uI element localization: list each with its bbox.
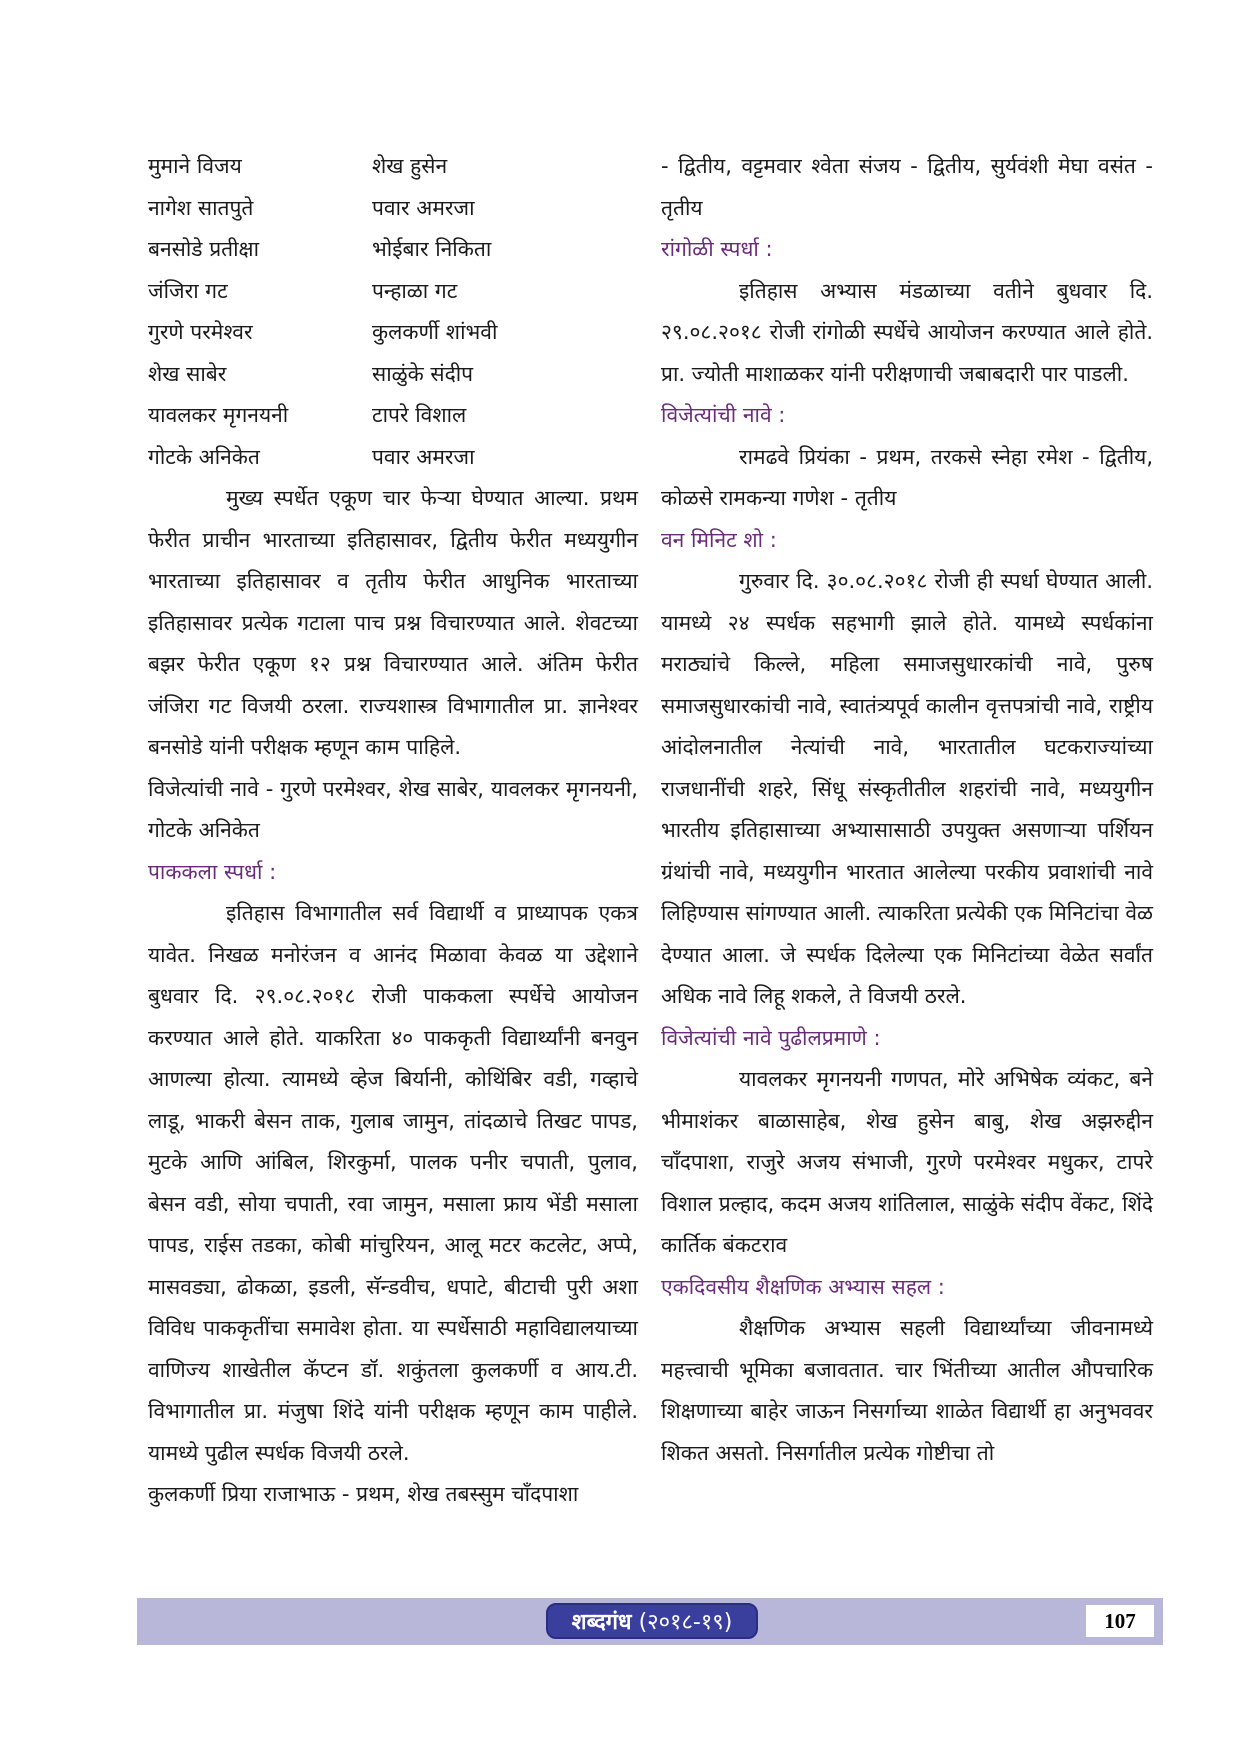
name-row	[148, 146, 638, 188]
paragraph-rangoli-competition: इतिहास अभ्यास मंडळाच्या वतीने बुधवार दि. २९.०८.२०१८ रोजी रांगोळी स्पर्धेचे आयोजन करण्यात आले होते. प्रा. ज्योती माशाळकर यांनी परीक्षणाची जबाबदारी पार पाडली.	[661, 278, 1153, 386]
journal-name: शब्दगंध	[571, 1610, 632, 1635]
heading-rangoli-winners: विजेत्यांची नावे :	[661, 403, 786, 427]
heading-one-minute-show: वन मिनिट शो :	[661, 527, 777, 552]
name-cell-right: साळुंके संदीप	[372, 361, 474, 386]
heading-one-minute-winners: विजेत्यांची नावे पुढीलप्रमाणे :	[661, 1025, 881, 1050]
right-column	[661, 146, 1153, 1474]
name-cell-right: टापरे विशाल	[372, 403, 467, 427]
name-cell-right: पन्हाळा गट	[372, 278, 458, 303]
name-row	[148, 188, 638, 230]
name-cell-left: गुरणे परमेश्वर	[148, 320, 253, 344]
paragraph-main-competition: मुख्य स्पर्धेत एकूण चार फेऱ्या घेण्यात आल्या. प्रथम फेरीत प्राचीन भारताच्या इतिहासावर, द्वितीय फेरीत मध्ययुगीन भारताच्या इतिहासावर व तृतीय फेरीत आधुनिक भारताच्या इतिहासावर प्रत्येक गटाला पाच प्रश्न विचारण्यात आले. शेवटच्या बझर फेरीत एकूण १२ प्रश्न विचारण्यात आले. अंतिम फेरीत जंजिरा गट विजयी ठरला. राज्यशास्त्र विभागातील प्रा. ज्ञानेश्वर बनसोडे यांनी परीक्षक म्हणून काम पाहिले.	[148, 486, 638, 759]
name-cell-right: शेख हुसेन	[372, 154, 448, 178]
name-cell-right: भोईबार निकिता	[372, 237, 492, 261]
journal-title-badge	[546, 1603, 758, 1639]
name-cell-left: जंजिरा गट	[148, 278, 228, 303]
name-cell-left: बनसोडे प्रतीक्षा	[148, 237, 260, 261]
name-cell-left: गोटके अनिकेत	[148, 444, 260, 469]
left-column	[148, 146, 638, 1516]
name-row	[148, 312, 638, 354]
name-row	[148, 354, 638, 396]
name-cell-right: पवार अमरजा	[372, 195, 475, 220]
page-footer	[137, 1598, 1163, 1645]
paragraph-cooking-winners-cont: - द्वितीय, वट्टमवार श्वेता संजय - द्वितीय, सुर्यवंशी मेघा वसंत - तृतीय	[661, 154, 1153, 220]
paragraph-cooking-competition: इतिहास विभागातील सर्व विद्यार्थी व प्राध्यापक एकत्र यावेत. निखळ मनोरंजन व आनंद मिळावा केवळ या उद्देशाने बुधवार दि. २९.०८.२०१८ रोजी पाककला स्पर्धेचे आयोजन करण्यात आले होते. याकरिता ४० पाककृती विद्यार्थ्यांनी बनवुन आणल्या होत्या. त्यामध्ये व्हेज बिर्यानी, कोथिंबिर वडी, गव्हाचे लाडू, भाकरी बेसन ताक, गुलाब जामुन, तांदळाचे तिखट पापड, मुटके आणि आंबिल, शिरकुर्मा, पालक पनीर चपाती, पुलाव, बेसन वडी, सोया चपाती, रवा जामुन, मसाला फ्राय भेंडी मसाला पापड, राईस तडका, कोबी मांचुरियन, आलू मटर कटलेट, अप्पे, मासवड्या, ढोकळा, इडली, सॅन्डवीच, धपाटे, बीटाची पुरी अशा विविध पाककृतींचा समावेश होता. या स्पर्धेसाठी महाविद्यालयाच्या वाणिज्य शाखेतील कॅप्टन डॉ. शकुंतला कुलकर्णी व आय.टी. विभागातील प्रा. मंजुषा शिंदे यांनी परीक्षक म्हणून काम पाहीले. यामध्ये पुढील स्पर्धक विजयी ठरले.	[148, 901, 638, 1465]
name-cell-left: शेख साबेर	[148, 361, 227, 386]
journal-year: (२०१८-१९)	[638, 1610, 733, 1635]
heading-study-trip: एकदिवसीय शैक्षणिक अभ्यास सहल :	[661, 1274, 945, 1299]
paragraph-quiz-winners: विजेत्यांची नावे - गुरणे परमेश्वर, शेख साबेर, यावलकर मृगनयनी, गोटके अनिकेत	[148, 776, 638, 842]
heading-cooking-competition: पाककला स्पर्धा :	[148, 859, 277, 884]
page-number: 107	[1086, 1605, 1154, 1637]
name-cell-left: मुमाने विजय	[148, 154, 242, 178]
name-row	[148, 395, 638, 437]
heading-rangoli-competition: रांगोळी स्पर्धा :	[661, 237, 773, 261]
name-row	[148, 229, 638, 271]
name-row	[148, 437, 638, 479]
name-cell-right: पवार अमरजा	[372, 444, 475, 469]
paragraph-one-minute-winners: यावलकर मृगनयनी गणपत, मोरे अभिषेक व्यंकट, बने भीमाशंकर बाळासाहेब, शेख हुसेन बाबु, शेख अझरुद्दीन चाँदपाशा, राजुरे अजय संभाजी, गुरणे परमेश्वर मधुकर, टापरे विशाल प्रल्हाद, कदम अजय शांतिलाल, साळुंके संदीप वेंकट, शिंदे कार्तिक बंकटराव	[661, 1067, 1153, 1257]
paragraph-one-minute-show: गुरुवार दि. ३०.०८.२०१८ रोजी ही स्पर्धा घेण्यात आली. यामध्ये २४ स्पर्धक सहभागी झाले होते. यामध्ये स्पर्धकांना मराठ्यांचे किल्ले, महिला समाजसुधारकांची नावे, पुरुष समाजसुधारकांची नावे, स्वातंत्र्यपूर्व कालीन वृत्तपत्रांची नावे, राष्ट्रीय आंदोलनातील नेत्यांची नावे, भारतातील घटकराज्यांच्या राजधानींची शहरे, सिंधू संस्कृतीतील शहरांची नावे, मध्ययुगीन भारतीय इतिहासाच्या अभ्यासासाठी उपयुक्त असणाऱ्या पर्शियन ग्रंथांची नावे, मध्ययुगीन भारतात आलेल्या परकीय प्रवाशांची नावे लिहिण्यास सांगण्यात आली. त्याकरिता प्रत्येकी एक मिनिटांचा वेळ देण्यात आला. जे स्पर्धक दिलेल्या एक मिनिटांच्या वेळेत सर्वांत अधिक नावे लिहू शकले, ते विजयी ठरले.	[661, 569, 1153, 1008]
name-cell-left: यावलकर मृगनयनी	[148, 403, 289, 427]
paragraph-cooking-winners: कुलकर्णी प्रिया राजाभाऊ - प्रथम, शेख तबस्सुम चाँदपाशा	[148, 1482, 579, 1506]
participant-names-table	[148, 146, 638, 478]
paragraph-study-trip: शैक्षणिक अभ्यास सहली विद्यार्थ्यांच्या जीवनामध्ये महत्त्वाची भूमिका बजावतात. चार भिंतीच्या आतील औपचारिक शिक्षणाच्या बाहेर जाऊन निसर्गाच्या शाळेत विद्यार्थी हा अनुभववर शिकत असतो. निसर्गातील प्रत्येक गोष्टीचा तो	[661, 1316, 1153, 1465]
name-cell-left: नागेश सातपुते	[148, 195, 254, 220]
name-row	[148, 271, 638, 313]
paragraph-rangoli-winners: रामढवे प्रियंका - प्रथम, तरकसे स्नेहा रमेश - द्वितीय, कोळसे रामकन्या गणेश - तृतीय	[661, 444, 1153, 510]
name-cell-right: कुलकर्णी शांभवी	[372, 320, 498, 344]
